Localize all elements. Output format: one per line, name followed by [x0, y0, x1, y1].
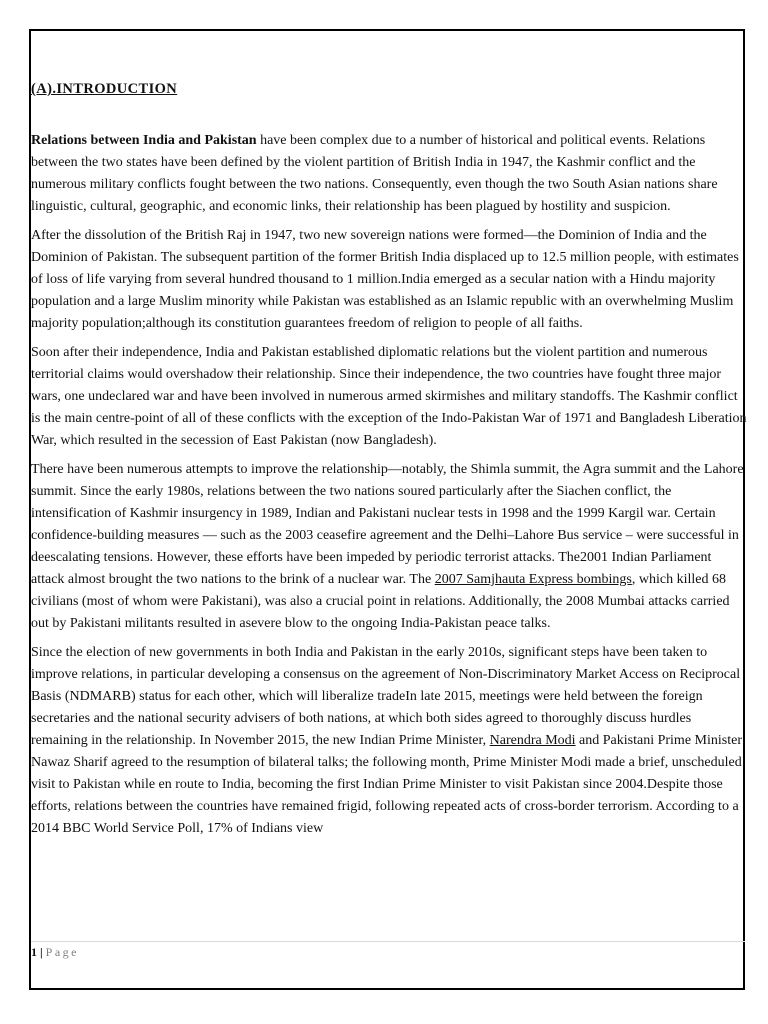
paragraph-4	[31, 459, 747, 635]
paragraph-text: , which killed 68 civilians (most of whom were Pakistani), was also a crucial point in relations. Additionally, the 2008 Mumbai attacks carried out by Pakistani militants resulted in asevere blow to the ongoing India-Pakistan peace talks.	[31, 572, 730, 631]
page-label: Page	[45, 945, 79, 959]
paragraph-3: Soon after their independence, India and Pakistan established diplomatic relations but the violent partition and numerous territorial claims would overshadow their relationship. Since their independence, the two countries have fought three major wars, one undeclared war and have been involved in numerous armed skirmishes and military standoffs. The Kashmir conflict is the main centre-point of all of these conflicts with the exception of the Indo-Pakistan War of 1971 and Bangladesh Liberation War, which resulted in the secession of East Pakistan (now Bangladesh).	[31, 345, 747, 448]
section-heading: (A).INTRODUCTION	[31, 81, 178, 97]
paragraph-2: After the dissolution of the British Raj in 1947, two new sovereign nations were formed—the Dominion of India and the Dominion of Pakistan. The subsequent partition of the former British India displaced up to 12.5 million people, with estimates of loss of life varying from several hundred thousand to 1 million.India emerged as a secular nation with a Hindu majority population and a large Muslim minority while Pakistan was established as an Islamic republic with an overwhelming Muslim majority population;although its constitution guarantees freedom of religion to people of all faiths.	[31, 228, 739, 331]
bold-lead: Relations between India and Pakistan	[31, 133, 257, 148]
paragraph-text: Since the election of new governments in both India and Pakistan in the early 2010s, significant steps have been taken to improve relations, in particular developing a consensus on the agreement of Non-Discriminatory Market Access on Reciprocal Basis (NDMARB) status for each other, which will liberalize tradeIn late 2015, meetings were held between the foreign secretaries and the national security advisers of both nations, at which both sides agreed to thoroughly discuss hurdles remaining in the relationship. In November 2015, the new Indian Prime Minister,	[31, 645, 741, 748]
narendra-modi-link[interactable]: Narendra Modi	[489, 733, 576, 748]
page-footer	[31, 944, 79, 960]
footer-separator: |	[40, 945, 43, 959]
samjhauta-link[interactable]: 2007 Samjhauta Express bombings	[434, 572, 632, 587]
footer-divider	[31, 941, 745, 942]
paragraph-text: There have been numerous attempts to improve the relationship—notably, the Shimla summit, the Agra summit and the Lahore summit. Since the early 1980s, relations between the two nations soured particularly after the Siachen conflict, the intensification of Kashmir insurgency in 1989, Indian and Pakistani nuclear tests in 1998 and the 1999 Kargil war. Certain confidence-building measures — such as the 2003 ceasefire agreement and the Delhi–Lahore Bus service – were successful in deescalating tensions. However, these efforts have been impeded by periodic terrorist attacks. The2001 Indian Parliament attack almost brought the two nations to the brink of a nuclear war. The	[31, 462, 744, 587]
paragraph-text: and Pakistani Prime Minister Nawaz Sharif agreed to the resumption of bilateral talks; the following month, Prime Minister Modi made a brief, unscheduled visit to Pakistan while en route to India, becoming the first Indian Prime Minister to visit Pakistan since 2004.Despite those efforts, relations between the countries have remained frigid, following repeated acts of cross-border terrorism. According to a 2014 BBC World Service Poll, 17% of Indians view	[31, 733, 742, 836]
paragraph-1	[31, 130, 747, 218]
page-number: 1	[31, 945, 37, 959]
paragraph-text: have been complex due to a number of historical and political events. Relations between the two states have been defined by the violent partition of British India in 1947, the Kashmir conflict and the numerous military conflicts fought between the two nations. Consequently, even though the two South Asian nations share linguistic, cultural, geographic, and economic links, their relationship has been plagued by hostility and suspicion.	[31, 133, 718, 214]
document-body	[31, 78, 747, 847]
paragraph-5	[31, 642, 747, 840]
